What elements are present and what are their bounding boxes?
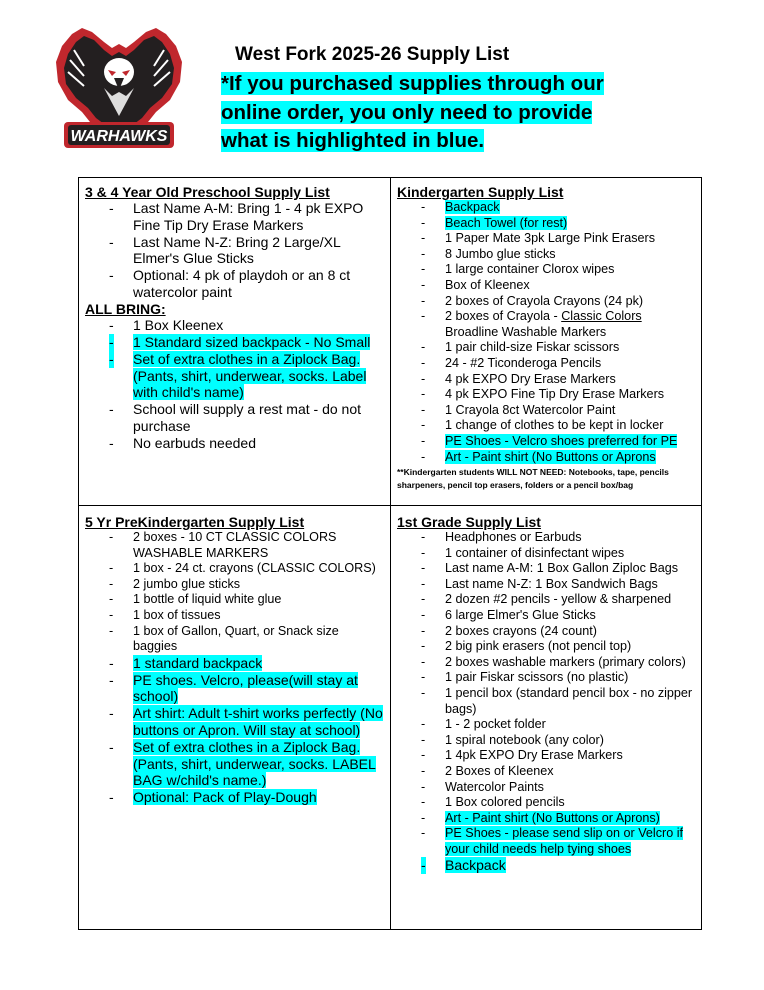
list-item: - 1 bottle of liquid white glue	[109, 592, 282, 607]
list-item: - 1 pencil box (standard pencil box - no zipper bags)	[421, 685, 693, 716]
list-item: - Backpack	[421, 857, 506, 874]
kindergarten-cell	[397, 184, 697, 491]
list-item: - Last Name N-Z: Bring 2 Large/XL Elmer's Glue Sticks	[109, 233, 341, 267]
list-item: - 2 boxes - 10 CT CLASSIC COLORS WASHABLE MARKERS	[109, 530, 337, 560]
list-item: - 1 4pk EXPO Dry Erase Markers	[421, 748, 623, 763]
list-item: - 2 boxes of Crayola - Classic Colors Broadline Washable Markers	[421, 309, 642, 339]
list-item: - 2 Boxes of Kleenex	[421, 763, 554, 778]
list-item: - Box of Kleenex	[421, 277, 530, 292]
list-item: - Watercolor Paints	[421, 779, 544, 794]
list-item: - 1 large container Clorox wipes	[421, 262, 615, 277]
list-item: - 6 large Elmer's Glue Sticks	[421, 607, 596, 622]
list-item: - 24 - #2 Ticonderoga Pencils	[421, 355, 602, 370]
first-grade-heading: 1st Grade Supply List	[397, 514, 541, 530]
list-item: - Art shirt: Adult t-shirt works perfectly (No buttons or Apron. Will stay at school)	[109, 705, 383, 738]
online-order-note-text: *If you purchased supplies through our online order, you only need to provide what is highlighted in blue.	[221, 72, 604, 152]
list-item: - PE Shoes - please send slip on or Velcro if your child needs help tying shoes	[421, 826, 684, 856]
list-item: - PE shoes. Velcro, please(will stay at school)	[109, 671, 358, 705]
first-grade-backpack	[397, 857, 697, 874]
page-title: West Fork 2025-26 Supply List	[235, 44, 510, 65]
list-item: - Art - Paint shirt (No Buttons or Aprons)	[421, 810, 660, 825]
list-item: - 1 Box colored pencils	[421, 795, 565, 810]
list-item: - 1 container of disinfectant wipes	[421, 545, 625, 560]
warhawks-logo	[54, 26, 184, 158]
list-item: - 1 standard backpack	[109, 654, 263, 671]
list-item: - 2 boxes washable markers (primary colors)	[421, 654, 686, 669]
list-item: - Art - Paint shirt (No Buttons or Aprons	[421, 449, 656, 464]
list-item: - Optional: Pack of Play-Dough	[109, 789, 317, 806]
list-item: - Set of extra clothes in a Ziplock Bag. (Pants, shirt, underwear, socks. LABEL BAG w/child's name.)	[109, 738, 376, 789]
list-item: - 2 dozen #2 pencils - yellow & sharpened	[421, 592, 672, 607]
list-item: - Last Name A-M: Bring 1 - 4 pk EXPO Fine Tip Dry Erase Markers	[109, 200, 364, 233]
list-item: - 2 boxes of Crayola Crayons (24 pk)	[421, 293, 644, 308]
supply-table	[78, 177, 702, 930]
list-item: - Headphones or Earbuds	[421, 530, 582, 544]
list-item: - School will supply a rest mat - do not purchase	[109, 401, 361, 435]
list-item: - Optional: 4 pk of playdoh or an 8 ct watercolor paint	[109, 267, 351, 300]
list-item: - 4 pk EXPO Fine Tip Dry Erase Markers	[421, 387, 665, 402]
prek-cell	[85, 514, 385, 806]
preschool-heading: 3 & 4 Year Old Preschool Supply List	[85, 184, 330, 200]
table-horizontal-divider	[79, 505, 701, 506]
table-vertical-divider	[390, 178, 391, 929]
list-item: - Set of extra clothes in a Ziplock Bag. (Pants, shirt, underwear, socks. Label with child's name)	[109, 350, 367, 401]
list-item: - 2 big pink erasers (not pencil top)	[421, 639, 632, 654]
prek-heading: 5 Yr PreKindergarten Supply List	[85, 514, 305, 530]
list-item: - 1 spiral notebook (any color)	[421, 732, 604, 747]
first-grade-list	[397, 530, 697, 857]
list-item: - 1 Crayola 8ct Watercolor Paint	[421, 402, 616, 417]
preschool-cell	[85, 184, 385, 452]
online-order-note	[221, 70, 641, 156]
prek-list	[85, 530, 385, 655]
list-item: - 1 change of clothes to be kept in locker	[421, 418, 664, 433]
kindergarten-heading: Kindergarten Supply List	[397, 184, 564, 200]
prek-list-highlighted	[85, 655, 385, 806]
list-item: - Beach Towel (for rest)	[421, 215, 568, 230]
kindergarten-list	[397, 200, 697, 465]
list-item: - 2 jumbo glue sticks	[109, 576, 241, 591]
list-item: - 1 pair Fiskar scissors (no plastic)	[421, 670, 629, 685]
list-item: - 2 boxes crayons (24 count)	[421, 623, 597, 638]
first-grade-cell	[397, 514, 697, 874]
list-item: - 4 pk EXPO Dry Erase Markers	[421, 371, 616, 386]
list-item: - 1 box of tissues	[109, 607, 221, 622]
list-item: - 1 Standard sized backpack - No Small	[109, 334, 371, 351]
list-item: - 1 Box Kleenex	[109, 317, 224, 334]
list-item: - Last name N-Z: 1 Box Sandwich Bags	[421, 576, 658, 591]
kindergarten-not-needed-note: **Kindergarten students WILL NOT NEED: Notebooks, tape, pencils sharpeners, pencil top erasers, folders or a pencil box/bag	[397, 467, 669, 490]
list-item: - 1 - 2 pocket folder	[421, 717, 546, 732]
list-item: - 1 box of Gallon, Quart, or Snack size baggies	[109, 623, 339, 654]
list-item: - 1 box - 24 ct. crayons (CLASSIC COLORS)	[109, 561, 376, 576]
list-item: - Last name A-M: 1 Box Gallon Ziploc Bags	[421, 561, 679, 576]
all-bring-label: ALL BRING:	[85, 300, 166, 317]
list-item: - 8 Jumbo glue sticks	[421, 246, 556, 261]
list-item: - 1 pair child-size Fiskar scissors	[421, 340, 620, 355]
logo-text: WARHAWKS	[70, 128, 168, 145]
list-item: - Backpack	[421, 200, 500, 214]
list-item: - 1 Paper Mate 3pk Large Pink Erasers	[421, 231, 656, 246]
list-item: - PE Shoes - Velcro shoes preferred for PE	[421, 433, 678, 448]
all-bring-list	[85, 317, 385, 451]
preschool-list	[85, 200, 385, 301]
list-item: - No earbuds needed	[109, 434, 256, 451]
